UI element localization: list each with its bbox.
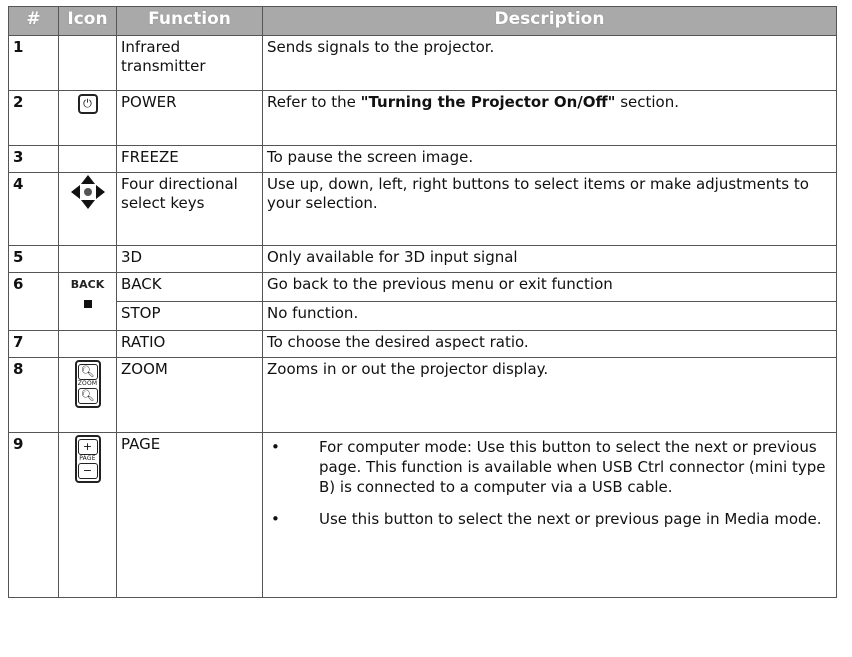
description-suffix: section. (615, 93, 680, 111)
icon-cell (59, 331, 117, 358)
function-name: STOP (117, 302, 263, 331)
center-dot-icon (84, 188, 92, 196)
zoom-out-icon: 🔍︎ (78, 388, 98, 404)
function-description: Go back to the previous menu or exit function (263, 273, 837, 302)
function-description: To pause the screen image. (263, 146, 837, 173)
function-name: Infrared transmitter (117, 36, 263, 91)
row-number: 8 (9, 358, 59, 433)
remote-function-table (8, 6, 837, 598)
power-icon: ⏻ (78, 94, 98, 114)
description-prefix: Refer to the (267, 93, 361, 111)
function-description: Use up, down, left, right buttons to select items or make adjustments to your selection. (263, 173, 837, 246)
back-label-icon: BACK (70, 278, 105, 291)
arrow-left-icon (71, 185, 80, 199)
function-name: PAGE (117, 433, 263, 598)
icon-cell (59, 273, 117, 331)
function-name: BACK (117, 273, 263, 302)
icon-cell (59, 173, 117, 246)
table-row (9, 36, 837, 91)
table-row (9, 273, 837, 302)
function-description: No function. (263, 302, 837, 331)
icon-cell (59, 358, 117, 433)
page-rocker-icon (75, 435, 101, 483)
header-function: Function (117, 7, 263, 36)
function-description: Zooms in or out the projector display. (263, 358, 837, 433)
table-row (9, 433, 837, 598)
row-number: 5 (9, 246, 59, 273)
row-number: 3 (9, 146, 59, 173)
icon-cell (59, 433, 117, 598)
page-down-icon: − (78, 463, 98, 479)
table-row (9, 246, 837, 273)
function-description (263, 433, 837, 598)
row-number: 1 (9, 36, 59, 91)
table-header-row (9, 7, 837, 36)
header-number: # (9, 7, 59, 36)
zoom-in-icon: 🔍︎ (78, 364, 98, 380)
icon-cell (59, 36, 117, 91)
function-name: POWER (117, 91, 263, 146)
icon-cell (59, 246, 117, 273)
table-row (9, 173, 837, 246)
row-number: 4 (9, 173, 59, 246)
function-description: Only available for 3D input signal (263, 246, 837, 273)
arrow-right-icon (96, 185, 105, 199)
table-row (9, 331, 837, 358)
directional-pad-icon (71, 175, 105, 209)
function-description: To choose the desired aspect ratio. (263, 331, 837, 358)
row-number: 9 (9, 433, 59, 598)
section-reference: "Turning the Projector On/Off" (360, 93, 616, 111)
header-description: Description (263, 7, 837, 36)
row-number: 7 (9, 331, 59, 358)
table-row (9, 146, 837, 173)
zoom-rocker-icon (75, 360, 101, 408)
page-up-icon: + (78, 439, 98, 455)
row-number: 2 (9, 91, 59, 146)
row-number: 6 (9, 273, 59, 331)
list-item: • For computer mode: Use this button to select the next or previous page. This function is available when USB Ctrl connector (mini type B) is connected to a computer via a USB cable. (267, 437, 832, 497)
header-icon: Icon (59, 7, 117, 36)
table-row (9, 91, 837, 146)
function-description: Sends signals to the projector. (263, 36, 837, 91)
table-row (9, 358, 837, 433)
table-row (9, 302, 837, 331)
function-name: RATIO (117, 331, 263, 358)
icon-cell (59, 146, 117, 173)
bullet-list (267, 437, 832, 529)
function-description (263, 91, 837, 146)
arrow-down-icon (81, 200, 95, 209)
function-name: FREEZE (117, 146, 263, 173)
page-caption: PAGE (79, 455, 96, 462)
list-item: • Use this button to select the next or previous page in Media mode. (267, 509, 832, 529)
function-name: 3D (117, 246, 263, 273)
function-name: Four directional select keys (117, 173, 263, 246)
function-name: ZOOM (117, 358, 263, 433)
arrow-up-icon (81, 175, 95, 184)
zoom-caption: ZOOM (77, 380, 98, 387)
stop-square-icon (84, 300, 92, 308)
icon-cell (59, 91, 117, 146)
